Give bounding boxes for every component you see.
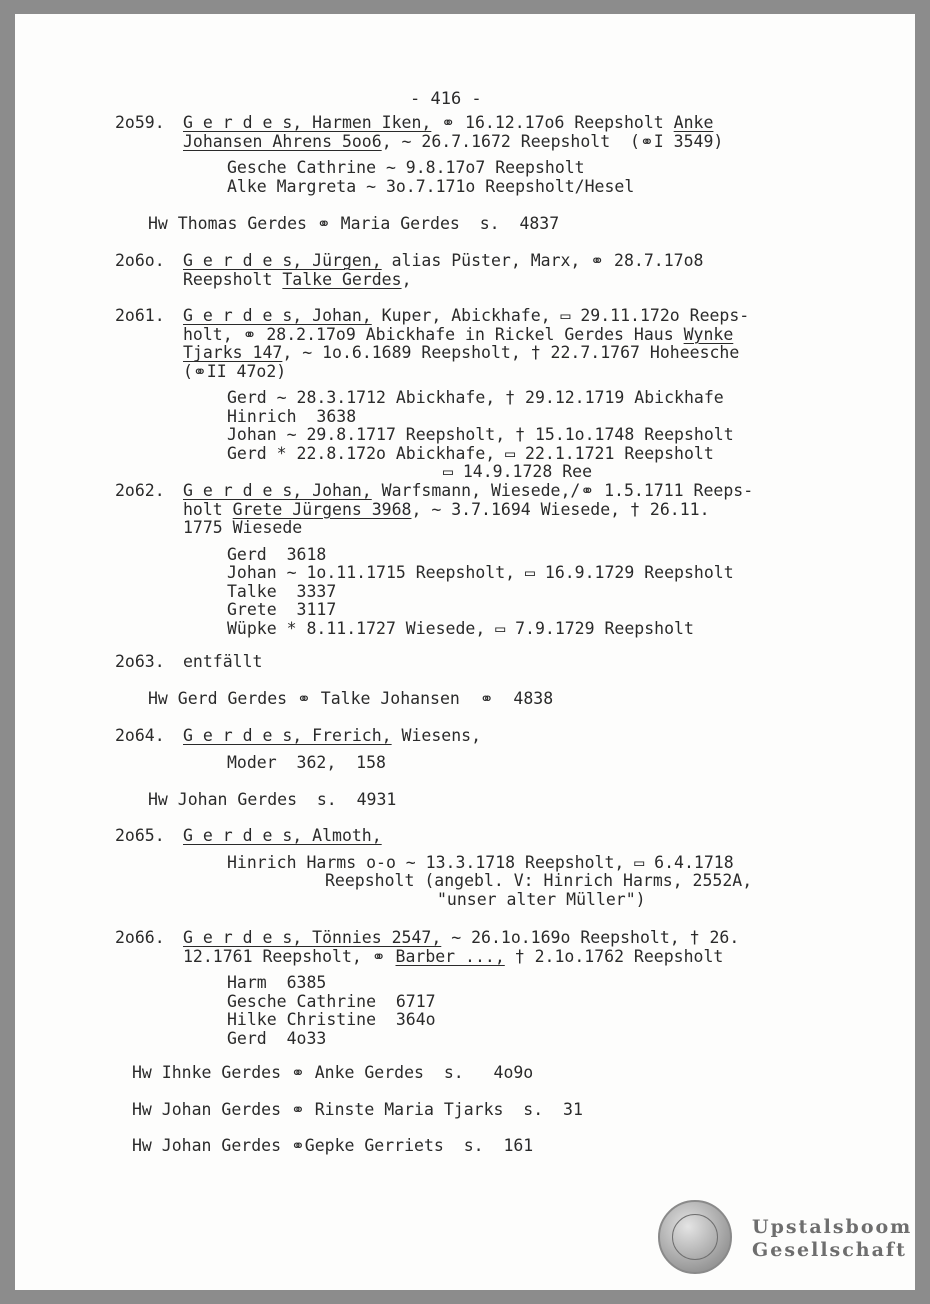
- entry-number: 2o59.: [115, 113, 165, 132]
- document-page: [15, 14, 915, 1290]
- spouse-name: Johansen Ahrens 5oo6: [183, 131, 382, 151]
- spouse-name: Tjarks 147: [183, 343, 283, 362]
- entry-number: 2o66.: [115, 928, 165, 947]
- entry-name: G e r d e s, Almoth,: [183, 826, 382, 845]
- child-line: Grete 3117: [227, 600, 337, 619]
- society-seal-icon: [658, 1200, 732, 1274]
- entry-name: G e r d e s, Harmen Iken,: [183, 113, 432, 132]
- spouse-name: Grete Jürgens 3968: [232, 499, 412, 519]
- child-line: Gesche Cathrine ~ 9.8.17o7 Reepsholt: [227, 158, 585, 177]
- entry-2066: 2o66. G e r d e s, Tönnies 2547, ~ 26.1o.169o Reepsholt, † 26. 12.1761 Reepsholt, ⚭ Barber ..., † 2.1o.1762 Reepsholt Harm 6385 Gesche Cathrine 6717 Hilke Christine 364o Gerd 4o33: [115, 929, 835, 1048]
- hw-line: Hw Johan Gerdes s. 4931: [148, 790, 397, 809]
- entry-number: 2o6o.: [115, 251, 165, 270]
- child-line: "unser alter Müller"): [437, 889, 646, 909]
- child-line: Gesche Cathrine 6717: [227, 991, 436, 1011]
- spouse-name: Talke Gerdes: [282, 269, 402, 289]
- child-line: Hinrich Harms o-o ~ 13.3.1718 Reepsholt, ▭ 6.4.1718: [227, 852, 734, 872]
- page-number: - 416 -: [410, 89, 482, 109]
- entry-number: 2o61.: [115, 306, 165, 325]
- society-logo-text: [752, 1216, 912, 1262]
- child-line: Johan ~ 1o.11.1715 Reepsholt, ▭ 16.9.1729 Reepsholt: [227, 563, 734, 582]
- entry-2063: 2o63. entfällt: [115, 652, 263, 671]
- child-line: Gerd * 22.8.172o Abickhafe, ▭ 22.1.1721 Reepsholt: [227, 443, 714, 463]
- child-line: Johan ~ 29.8.1717 Reepsholt, † 15.1o.1748 Reepsholt: [227, 425, 734, 444]
- child-line: Hilke Christine 364o: [227, 1010, 436, 1029]
- entry-2061: 2o61. G e r d e s, Johan, Kuper, Abickhafe, ▭ 29.11.172o Reeps- holt, ⚭ 28.2.17o9 Abickhafe in Rickel Gerdes Haus Wynke Tjarks 147, ~ 1o.6.1689 Reepsholt, † 22.7.1767 Hoheesche (⚭II 47o2) Gerd ~ 28.3.1712 Abickhafe, † 29.12.1719 Abickhafe Hinrich 3638 Johan ~ 29.8.1717 Reepsholt, † 15.1o.1748 Reepsholt Gerd * 22.8.172o Abickhafe, ▭ 22.1.1721 Reepsholt ▭ 14.9.1728 Ree: [115, 307, 835, 482]
- hw-line: Hw Johan Gerdes ⚭ Rinste Maria Tjarks s. 31: [132, 1100, 583, 1119]
- child-line: Wüpke * 8.11.1727 Wiesede, ▭ 7.9.1729 Reepsholt: [227, 618, 694, 638]
- child-line: Talke 3337: [227, 581, 337, 601]
- entry-2064: 2o64. G e r d e s, Frerich, Wiesens, Moder 362, 158: [115, 727, 835, 772]
- child-line: Gerd 3618: [227, 544, 327, 564]
- entry-name: G e r d e s, Tönnies 2547,: [183, 928, 442, 947]
- entry-name: G e r d e s, Jürgen,: [183, 251, 382, 270]
- child-line: ▭ 14.9.1728 Ree: [443, 462, 593, 481]
- entry-number: 2o62.: [115, 481, 165, 500]
- child-line: Hinrich 3638: [227, 406, 357, 426]
- child-line: Reepsholt (angebl. V: Hinrich Harms, 2552A,: [325, 871, 753, 890]
- entry-2059: 2o59. G e r d e s, Harmen Iken, ⚭ 16.12.17o6 Reepsholt Anke Johansen Ahrens 5oo6, ~ 26.7.1672 Reepsholt (⚭I 3549) Gesche Cathrine ~ 9.8.17o7 Reepsholt Alke Margreta ~ 3o.7.171o Reepsholt/Hesel: [115, 114, 835, 196]
- entry-number: 2o63.: [115, 652, 165, 671]
- spouse-name: Barber ...,: [395, 946, 505, 966]
- entry-number: 2o64.: [115, 726, 165, 745]
- entry-name: G e r d e s, Johan,: [183, 481, 372, 500]
- entry-number: 2o65.: [115, 826, 165, 845]
- entry-name: G e r d e s, Johan,: [183, 306, 372, 325]
- logo-line-2: Gesellschaft: [752, 1239, 907, 1261]
- logo-line-1: Upstalsboom: [752, 1216, 913, 1238]
- child-line: Moder 362, 158: [227, 752, 386, 772]
- hw-line: Hw Johan Gerdes ⚭Gepke Gerriets s. 161: [132, 1136, 534, 1155]
- entry-2065: [115, 827, 835, 909]
- hw-line: Hw Thomas Gerdes ⚭ Maria Gerdes s. 4837: [148, 214, 560, 233]
- child-line: Alke Margreta ~ 3o.7.171o Reepsholt/Hesel: [227, 176, 635, 196]
- entry-2060: 2o6o. G e r d e s, Jürgen, alias Püster, Marx, ⚭ 28.7.17o8 Reepsholt Talke Gerdes,: [115, 251, 704, 289]
- child-line: Harm 6385: [227, 973, 327, 992]
- hw-line: Hw Gerd Gerdes ⚭ Talke Johansen ⚭ 4838: [148, 689, 554, 708]
- spouse-name: Wynke: [683, 324, 734, 344]
- spouse-name: Anke: [673, 113, 714, 132]
- child-line: Gerd ~ 28.3.1712 Abickhafe, † 29.12.1719 Abickhafe: [227, 388, 724, 407]
- child-line: Gerd 4o33: [227, 1028, 327, 1048]
- entry-name: G e r d e s, Frerich,: [183, 726, 392, 745]
- hw-line: Hw Ihnke Gerdes ⚭ Anke Gerdes s. 4o9o: [132, 1063, 534, 1082]
- entry-2062: 2o62. G e r d e s, Johan, Warfsmann, Wiesede,/⚭ 1.5.1711 Reeps- holt Grete Jürgens 3968, ~ 3.7.1694 Wiesede, † 26.11. 1775 Wiesede Gerd 3618 Johan ~ 1o.11.1715 Reepsholt, ▭ 16.9.1729 Reepsholt Talke 3337 Grete 3117 Wüpke * 8.11.1727 Wiesede, ▭ 7.9.1729 Reepsholt: [115, 482, 835, 638]
